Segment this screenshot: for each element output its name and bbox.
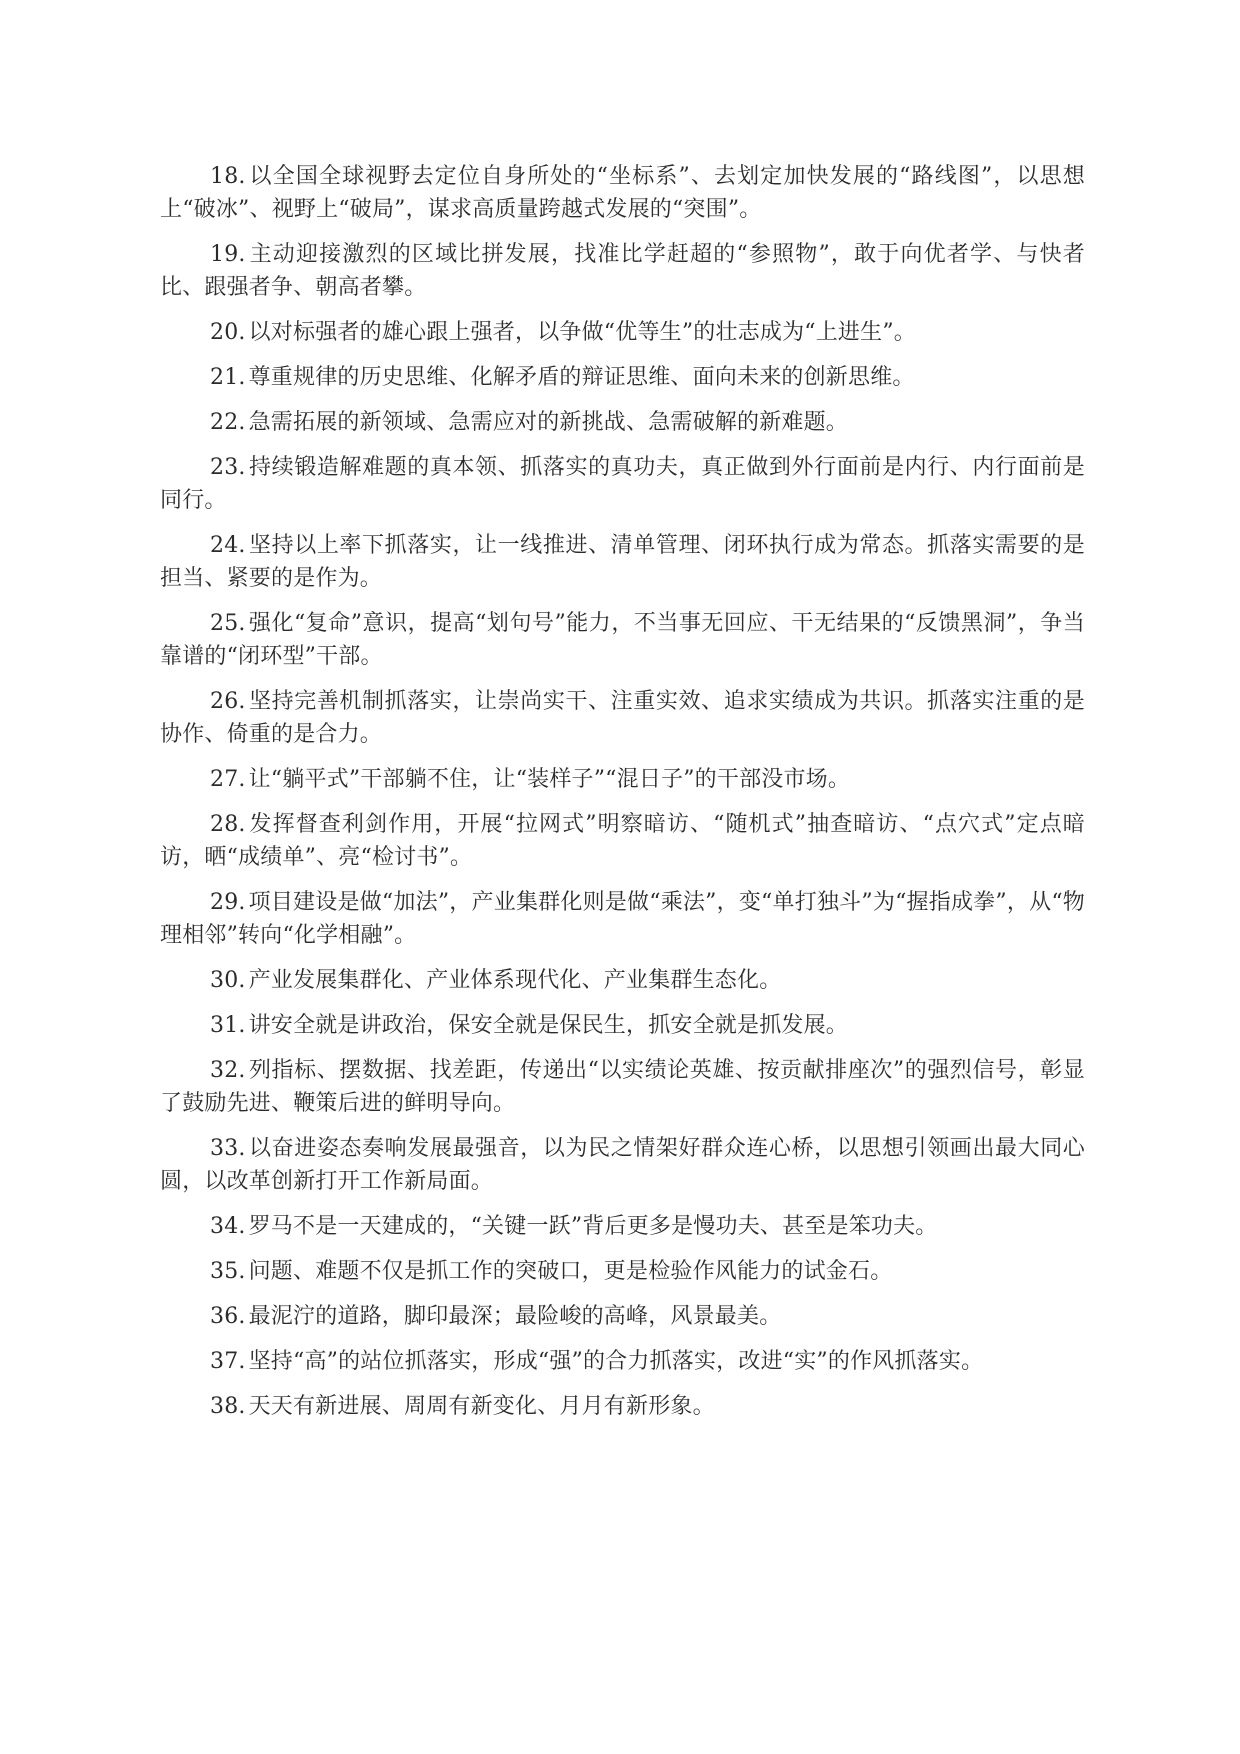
paragraph-number: 24. — [210, 533, 246, 558]
paragraph-text: 发挥督查利剑作用，开展“拉网式”明察暗访、“随机式”抽查暗访、“点穴式”定点暗访，晒“成绩单”、亮“检讨书”。 — [160, 812, 1085, 870]
paragraph-33 — [160, 1132, 1085, 1198]
paragraph-text: 以奋进姿态奏响发展最强音，以为民之情架好群众连心桥，以思想引领画出最大同心圆，以改革创新打开工作新局面。 — [160, 1136, 1085, 1194]
paragraph-number: 20. — [210, 320, 246, 345]
paragraph-24 — [160, 529, 1085, 595]
paragraph-25 — [160, 607, 1085, 673]
paragraph-number: 32. — [210, 1058, 246, 1083]
paragraph-text: 最泥泞的道路，脚印最深；最险峻的高峰，风景最美。 — [248, 1304, 782, 1329]
paragraph-number: 25. — [210, 611, 246, 636]
paragraph-34 — [160, 1210, 1085, 1243]
paragraph-20 — [160, 316, 1085, 349]
paragraph-text: 项目建设是做“加法”，产业集群化则是做“乘法”，变“单打独斗”为“握指成拳”，从“物理相邻”转向“化学相融”。 — [160, 890, 1085, 948]
paragraph-27 — [160, 763, 1085, 796]
paragraph-text: 坚持以上率下抓落实，让一线推进、清单管理、闭环执行成为常态。抓落实需要的是担当、紧要的是作为。 — [160, 533, 1085, 591]
paragraph-number: 23. — [210, 455, 246, 480]
paragraph-31 — [160, 1009, 1085, 1042]
document-body — [160, 160, 1085, 1435]
paragraph-text: 讲安全就是讲政治，保安全就是保民生，抓安全就是抓发展。 — [248, 1013, 848, 1038]
paragraph-text: 急需拓展的新领域、急需应对的新挑战、急需破解的新难题。 — [248, 410, 848, 435]
paragraph-number: 33. — [210, 1136, 246, 1161]
paragraph-text: 坚持完善机制抓落实，让崇尚实干、注重实效、追求实绩成为共识。抓落实注重的是协作、倚重的是合力。 — [160, 689, 1085, 747]
paragraph-number: 28. — [210, 812, 246, 837]
paragraph-30 — [160, 964, 1085, 997]
paragraph-number: 31. — [210, 1013, 246, 1038]
paragraph-text: 问题、难题不仅是抓工作的突破口，更是检验作风能力的试金石。 — [248, 1259, 893, 1284]
paragraph-number: 22. — [210, 410, 246, 435]
paragraph-text: 罗马不是一天建成的，“关键一跃”背后更多是慢功夫、甚至是笨功夫。 — [248, 1214, 938, 1239]
paragraph-text: 产业发展集群化、产业体系现代化、产业集群生态化。 — [248, 968, 782, 993]
paragraph-text: 尊重规律的历史思维、化解矛盾的辩证思维、面向未来的创新思维。 — [248, 365, 915, 390]
paragraph-21 — [160, 361, 1085, 394]
paragraph-text: 坚持“高”的站位抓落实，形成“强”的合力抓落实，改进“实”的作风抓落实。 — [248, 1349, 984, 1374]
paragraph-number: 37. — [210, 1349, 246, 1374]
paragraph-number: 18. — [210, 164, 246, 189]
paragraph-number: 35. — [210, 1259, 246, 1284]
paragraph-number: 30. — [210, 968, 246, 993]
paragraph-text: 天天有新进展、周周有新变化、月月有新形象。 — [248, 1394, 715, 1419]
paragraph-32 — [160, 1054, 1085, 1120]
paragraph-text: 持续锻造解难题的真本领、抓落实的真功夫，真正做到外行面前是内行、内行面前是同行。 — [160, 455, 1085, 513]
paragraph-text: 列指标、摆数据、找差距，传递出“以实绩论英雄、按贡献排座次”的强烈信号，彰显了鼓励先进、鞭策后进的鲜明导向。 — [160, 1058, 1085, 1116]
paragraph-number: 26. — [210, 689, 246, 714]
paragraph-number: 34. — [210, 1214, 246, 1239]
paragraph-26 — [160, 685, 1085, 751]
paragraph-18 — [160, 160, 1085, 226]
paragraph-19 — [160, 238, 1085, 304]
paragraph-29 — [160, 886, 1085, 952]
paragraph-text: 强化“复命”意识，提高“划句号”能力，不当事无回应、干无结果的“反馈黑洞”，争当靠谱的“闭环型”干部。 — [160, 611, 1085, 669]
paragraph-35 — [160, 1255, 1085, 1288]
paragraph-38 — [160, 1390, 1085, 1423]
paragraph-text: 让“躺平式”干部躺不住，让“装样子”“混日子”的干部没市场。 — [248, 767, 851, 792]
paragraph-22 — [160, 406, 1085, 439]
paragraph-number: 29. — [210, 890, 246, 915]
paragraph-number: 36. — [210, 1304, 246, 1329]
paragraph-number: 38. — [210, 1394, 246, 1419]
paragraph-28 — [160, 808, 1085, 874]
paragraph-number: 27. — [210, 767, 246, 792]
paragraph-36 — [160, 1300, 1085, 1333]
paragraph-number: 21. — [210, 365, 246, 390]
paragraph-text: 主动迎接激烈的区域比拼发展，找准比学赶超的“参照物”，敢于向优者学、与快者比、跟强者争、朝高者攀。 — [160, 242, 1085, 300]
paragraph-number: 19. — [210, 242, 246, 267]
paragraph-text: 以全国全球视野去定位自身所处的“坐标系”、去划定加快发展的“路线图”，以思想上“破冰”、视野上“破局”，谋求高质量跨越式发展的“突围”。 — [160, 164, 1085, 222]
paragraph-37 — [160, 1345, 1085, 1378]
paragraph-23 — [160, 451, 1085, 517]
paragraph-text: 以对标强者的雄心跟上强者，以争做“优等生”的壮志成为“上进生”。 — [248, 320, 916, 345]
